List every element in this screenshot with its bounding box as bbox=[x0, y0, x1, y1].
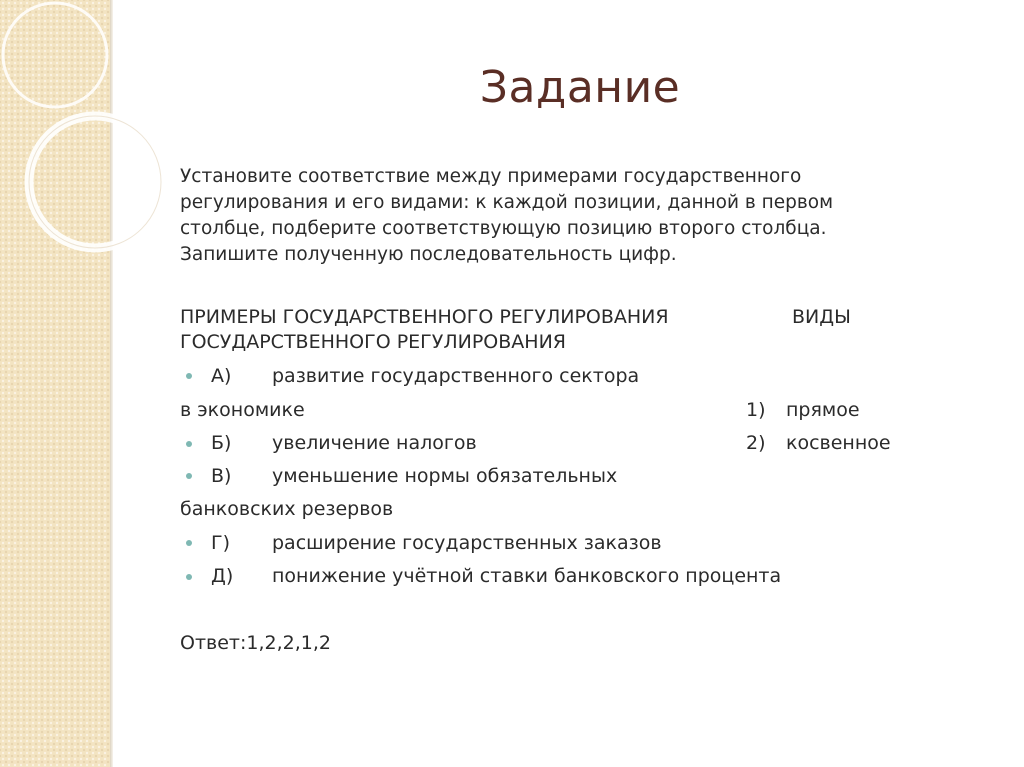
item-continuation: банковских резервов bbox=[180, 498, 394, 520]
type-number: 2) bbox=[746, 432, 766, 454]
item-text: увеличение налогов bbox=[272, 432, 477, 454]
answer-text: Ответ:1,2,2,1,2 bbox=[180, 632, 331, 654]
item-continuation: в экономике bbox=[180, 399, 305, 421]
item-letter: В) bbox=[211, 465, 232, 487]
bullet-icon bbox=[186, 540, 192, 546]
instruction-line: регулирования и его видами: к каждой позиции, данной в первом bbox=[180, 192, 834, 213]
type-number: 1) bbox=[746, 399, 766, 421]
instruction-line: Установите соответствие между примерами государственного bbox=[180, 166, 802, 187]
bullet-icon bbox=[186, 373, 192, 379]
bullet-icon bbox=[186, 473, 192, 479]
item-letter: Г) bbox=[211, 532, 230, 554]
column-header-types: ВИДЫ bbox=[792, 306, 851, 328]
decorative-rings bbox=[0, 0, 200, 260]
item-letter: Б) bbox=[211, 432, 232, 454]
instruction-line: столбце, подберите соответствующую позицию второго столбца. bbox=[180, 218, 827, 239]
bullet-icon bbox=[186, 441, 192, 447]
item-text: уменьшение нормы обязательных bbox=[272, 465, 618, 487]
instruction-line: Запишите полученную последовательность цифр. bbox=[180, 244, 677, 265]
type-label: косвенное bbox=[786, 432, 891, 454]
item-letter: А) bbox=[211, 365, 232, 387]
item-text: расширение государственных заказов bbox=[272, 532, 662, 554]
task-instructions bbox=[180, 164, 940, 268]
item-letter: Д) bbox=[211, 565, 234, 587]
item-text: развитие государственного сектора bbox=[272, 365, 640, 387]
column-header-examples: ПРИМЕРЫ ГОСУДАРСТВЕННОГО РЕГУЛИРОВАНИЯ bbox=[180, 306, 669, 328]
slide-title: Задание bbox=[479, 62, 681, 113]
bullet-icon bbox=[186, 574, 192, 580]
item-text: понижение учётной ставки банковского процента bbox=[272, 565, 782, 587]
column-header-types-continuation: ГОСУДАРСТВЕННОГО РЕГУЛИРОВАНИЯ bbox=[180, 331, 566, 353]
type-label: прямое bbox=[786, 399, 860, 421]
